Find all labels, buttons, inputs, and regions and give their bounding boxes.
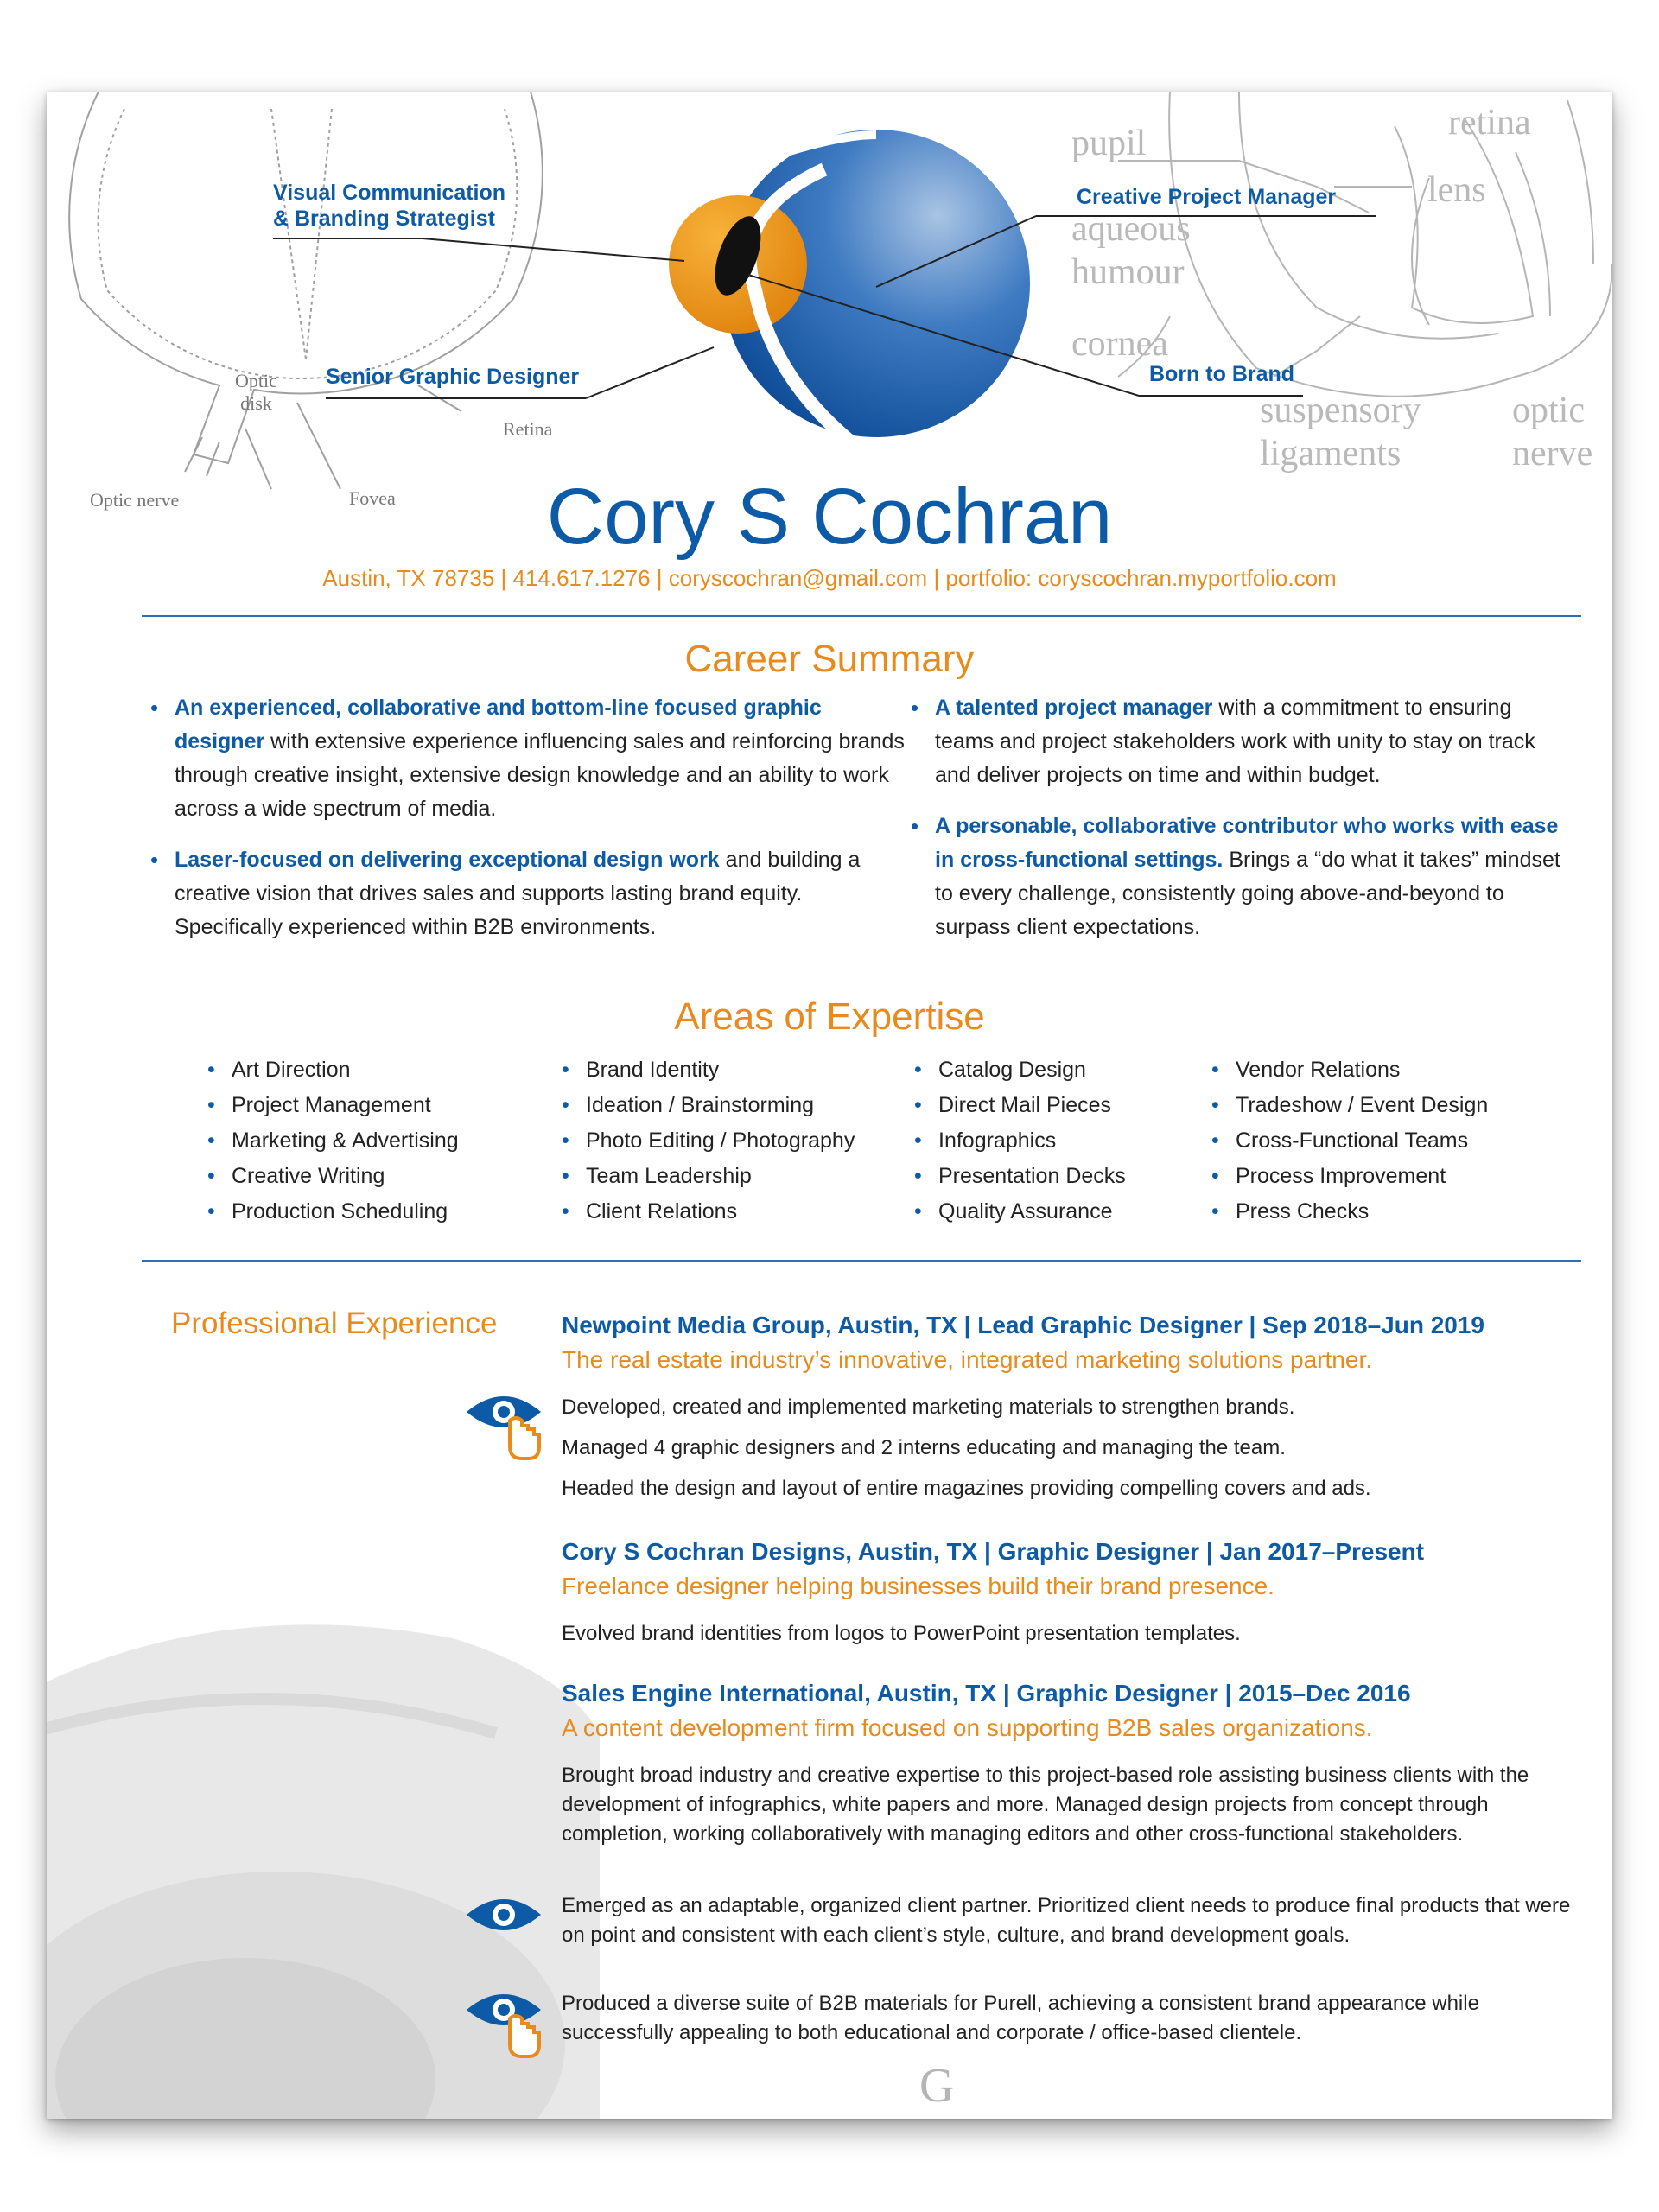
expertise-item: • Presentation Decks	[914, 1159, 1126, 1194]
summary-item: • Laser-focused on delivering exceptional design work and building a creative vision that drives sales and supports lasting brand equity. Specifically experienced within B2B environments.	[150, 843, 911, 944]
eye-icon	[465, 1889, 551, 1941]
job-subtitle-sales-engine: A content development firm focused on supporting B2B sales organizations.	[562, 1714, 1373, 1741]
callout-visual-communication: Visual Communication & Branding Strategist	[273, 181, 506, 231]
fovea-label: Fovea	[349, 487, 396, 509]
job-bullet: Produced a diverse suite of B2B materials for Purell, achieving a consistent brand appearance while successfully appealing to both educational and corporate / office-based clientele.	[562, 1992, 1479, 2044]
job-bullet: Managed 4 graphic designers and 2 interns educating and managing the team.	[562, 1436, 1286, 1459]
professional-experience-heading: Professional Experience	[171, 1306, 498, 1340]
expertise-item: • Photo Editing / Photography	[562, 1123, 855, 1159]
expertise-item: • Cross-Functional Teams	[1211, 1123, 1488, 1159]
expertise-item: • Brand Identity	[562, 1052, 855, 1088]
contact-info: Austin, TX 78735 | 414.617.1276 | coryscochran@gmail.com | portfolio: coryscochran.myportfolio.com	[322, 565, 1337, 591]
divider-top	[142, 615, 1581, 617]
resume-page	[47, 92, 1612, 2119]
expertise-column-1	[207, 1052, 459, 1230]
right-eye-diagram	[1118, 92, 1612, 397]
expertise-column-4	[1211, 1052, 1488, 1230]
halftone-letter: G	[919, 2059, 955, 2113]
career-summary-left	[150, 691, 911, 962]
eye-logo	[669, 130, 1030, 442]
job-subtitle-newpoint: The real estate industry’s innovative, integrated marketing solutions partner.	[562, 1346, 1372, 1373]
expertise-item: • Production Scheduling	[207, 1194, 459, 1230]
expertise-item: • Team Leadership	[562, 1159, 855, 1194]
eye-pointer-icon	[465, 1386, 551, 1464]
expertise-column-3	[914, 1052, 1126, 1230]
expertise-item: • Quality Assurance	[914, 1194, 1126, 1230]
optic-nerve-label-right: optic nerve	[1512, 391, 1593, 474]
candidate-name: Cory S Cochran	[546, 473, 1113, 561]
expertise-item: • Infographics	[914, 1123, 1126, 1159]
cornea-label: cornea	[1071, 324, 1168, 364]
pupil-label: pupil	[1071, 124, 1147, 163]
job-title-sales-engine: Sales Engine International, Austin, TX | Graphic Designer | 2015–Dec 2016	[562, 1680, 1411, 1707]
summary-item: • A personable, collaborative contributor who works with ease in cross-functional settings. Brings a “do what it takes” mindset to every challenge, consistently going above-and-beyond to surpass client expectations.	[911, 810, 1576, 944]
job-bullet: Emerged as an adaptable, organized client partner. Prioritized client needs to produce final products that were on point and consistent with each client’s style, culture, and brand development goals.	[562, 1894, 1571, 1947]
left-eye-diagram	[69, 92, 543, 489]
callout-born-to-brand: Born to Brand	[1149, 362, 1295, 386]
expertise-item: • Ideation / Brainstorming	[562, 1088, 855, 1123]
expertise-item: • Client Relations	[562, 1194, 855, 1230]
expertise-item: • Tradeshow / Event Design	[1211, 1088, 1488, 1123]
career-summary-right	[911, 691, 1576, 962]
job-bullet: Developed, created and implemented marketing materials to strengthen brands.	[562, 1395, 1295, 1419]
expertise-item: • Catalog Design	[914, 1052, 1126, 1088]
divider-middle	[142, 1260, 1581, 1262]
expertise-heading: Areas of Expertise	[674, 995, 985, 1038]
expertise-column-2	[562, 1052, 855, 1230]
career-summary-heading: Career Summary	[684, 638, 975, 680]
summary-item: • An experienced, collaborative and bottom-line focused graphic designer with extensive experience influencing sales and reinforcing brands through creative insight, extensive design knowledge and an ability to work across a wide spectrum of media.	[150, 691, 911, 826]
expertise-item: • Press Checks	[1211, 1194, 1488, 1230]
job-subtitle-cochran-designs: Freelance designer helping businesses build their brand presence.	[562, 1573, 1274, 1599]
expertise-item: • Project Management	[207, 1088, 459, 1123]
expertise-item: • Vendor Relations	[1211, 1052, 1488, 1088]
suspensory-ligaments-label: suspensory ligaments	[1260, 391, 1421, 474]
optic-nerve-label-left: Optic nerve	[90, 489, 180, 511]
job-title-newpoint: Newpoint Media Group, Austin, TX | Lead Graphic Designer | Sep 2018–Jun 2019	[562, 1312, 1485, 1338]
job-bullet: Evolved brand identities from logos to PowerPoint presentation templates.	[562, 1622, 1241, 1645]
expertise-item: • Creative Writing	[207, 1159, 459, 1194]
callout-creative-project-manager: Creative Project Manager	[1077, 185, 1337, 209]
callout-senior-graphic-designer: Senior Graphic Designer	[326, 365, 580, 389]
expertise-item: • Process Improvement	[1211, 1159, 1488, 1194]
expertise-item: • Marketing & Advertising	[207, 1123, 459, 1159]
aqueous-humour-label: aqueous humour	[1071, 209, 1191, 292]
job-bullet: Brought broad industry and creative expertise to this project-based role assisting business clients with the development of infographics, white papers and more. Managed design projects from concept through completion, working collaboratively with managing editors and other cross-functional stakeholders.	[562, 1764, 1529, 1846]
optic-disk-label: Optic disk	[235, 370, 277, 414]
job-bullet: Headed the design and layout of entire magazines providing compelling covers and ads.	[562, 1477, 1371, 1500]
job-title-cochran-designs: Cory S Cochran Designs, Austin, TX | Graphic Designer | Jan 2017–Present	[562, 1538, 1425, 1565]
retina-label-left: Retina	[503, 418, 553, 440]
summary-item: • A talented project manager with a commitment to ensuring teams and project stakeholders work with unity to stay on track and deliver projects on time and within budget.	[911, 691, 1576, 792]
lens-label: lens	[1427, 170, 1486, 210]
expertise-item: • Direct Mail Pieces	[914, 1088, 1126, 1123]
expertise-item: • Art Direction	[207, 1052, 459, 1088]
eye-pointer-icon	[465, 1984, 551, 2062]
retina-label-right: retina	[1448, 103, 1531, 143]
